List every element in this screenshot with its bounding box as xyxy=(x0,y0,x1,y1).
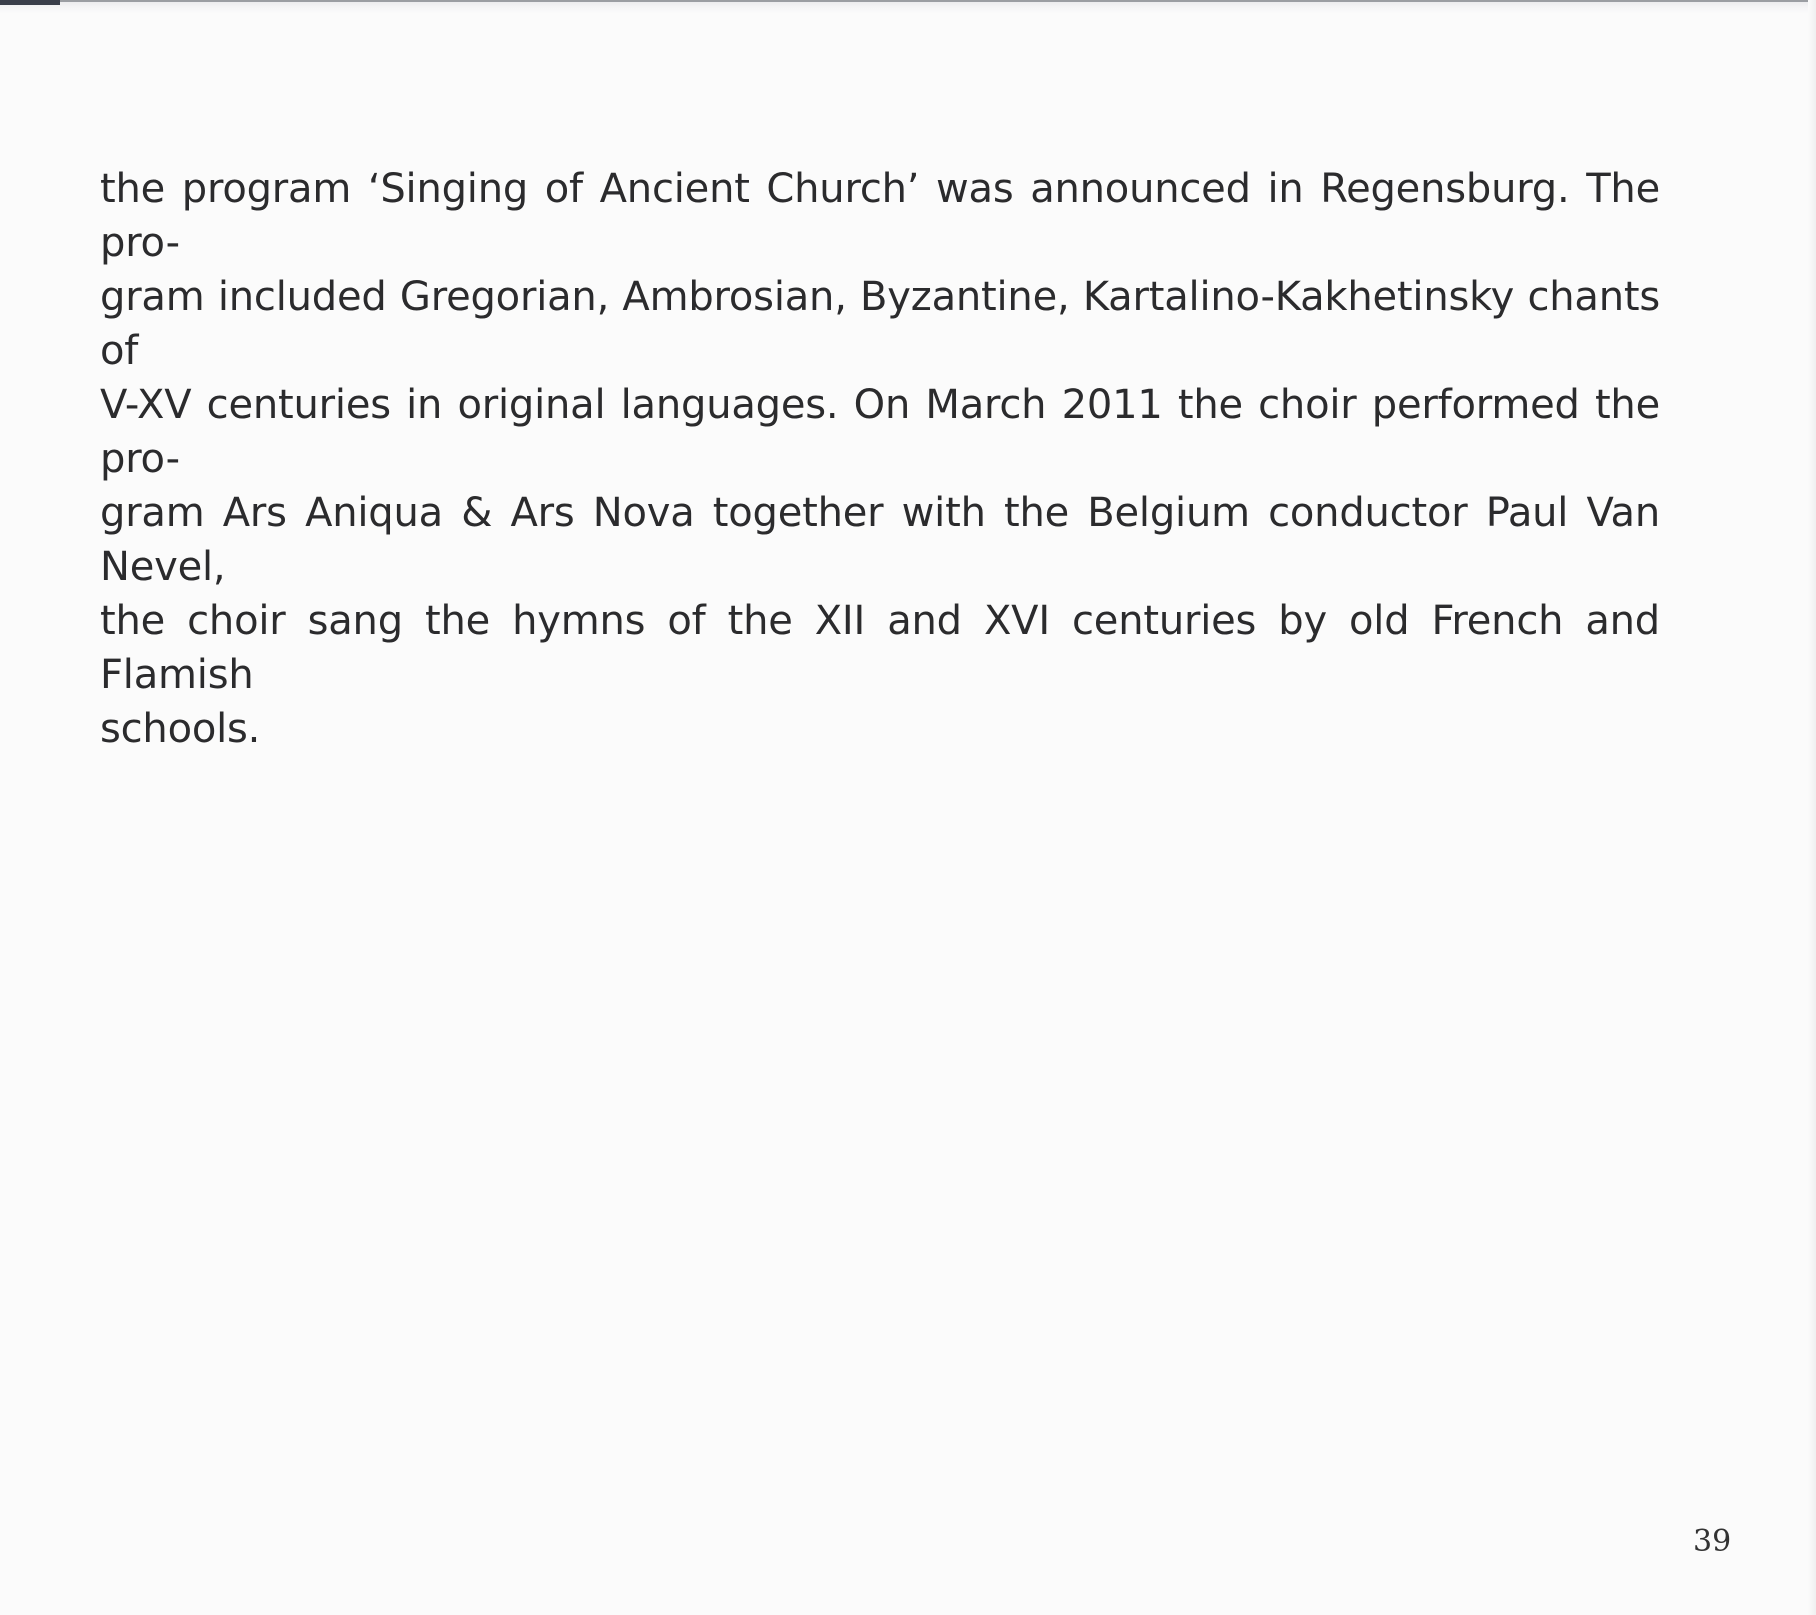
page-top-edge xyxy=(0,0,1816,14)
page-top-rule xyxy=(0,0,1816,2)
page-right-edge xyxy=(1808,0,1816,1615)
page-corner-mark xyxy=(0,0,60,5)
body-paragraph: the program ‘Singing of Ancient Church’ was announced in Regensburg. The pro- gram included Gregorian, Ambrosian, Byzantine, Kartalino-Kakhetinsky chants of V-XV centuries in original languages. On March 2011 the choir performed the pro- gram Ars Aniqua & Ars Nova together with the Belgium conductor Paul Van Nevel, the choir sang the hymns of the XII and XVI centuries by old French and Flamish schools. xyxy=(100,166,1660,752)
page-number: 39 xyxy=(1693,1524,1732,1559)
